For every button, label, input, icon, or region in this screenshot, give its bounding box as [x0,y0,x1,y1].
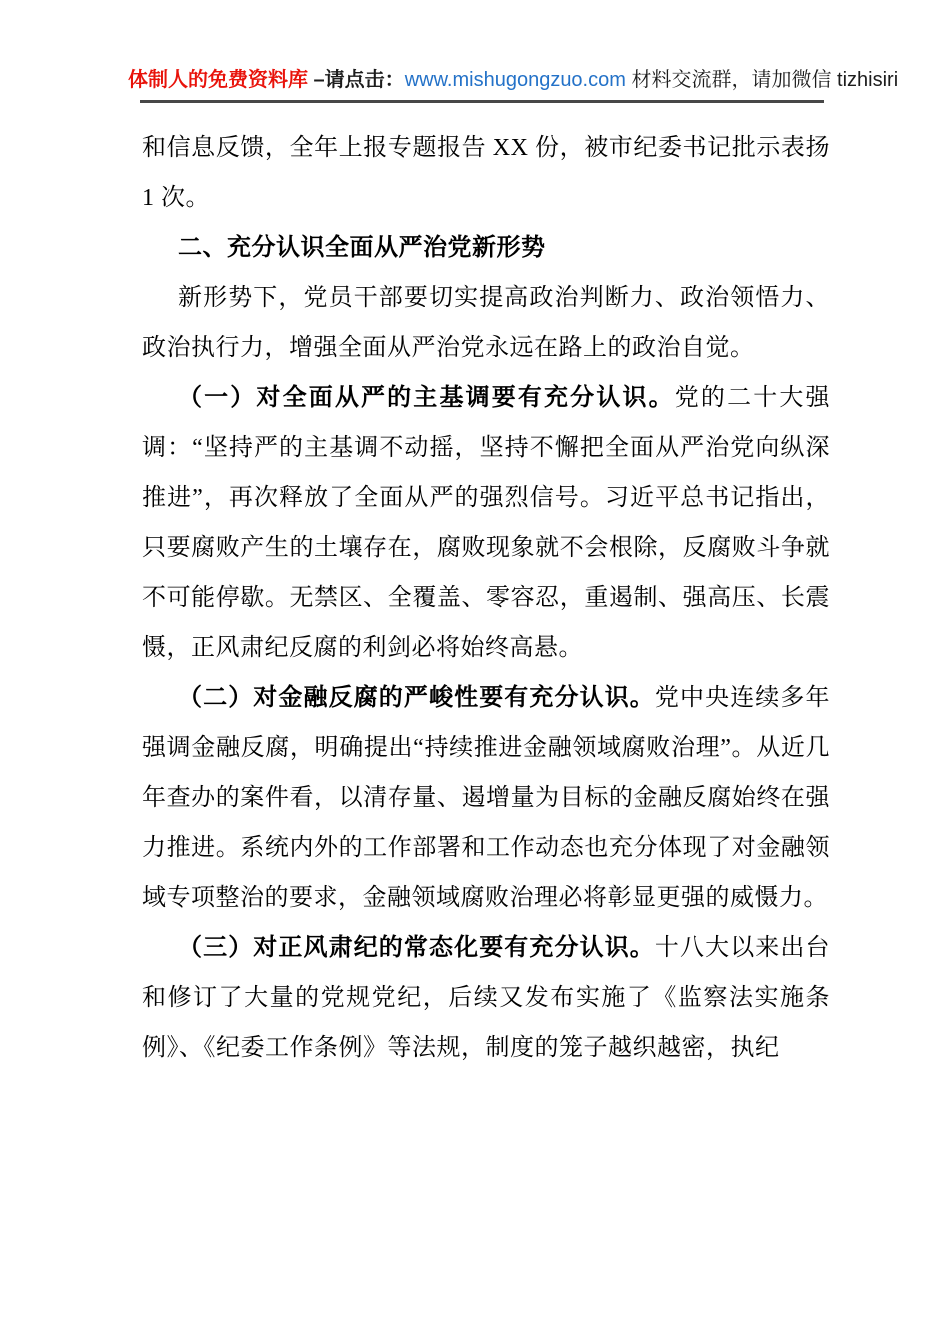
site-link[interactable]: www.mishugongzuo.com [404,69,626,91]
subheading-bold-text: （二）对金融反腐的严峻性要有充分认识。 [178,684,655,711]
paragraph [142,923,830,1073]
paragraph [142,673,830,923]
paragraph [142,373,830,673]
promo-header [128,68,899,92]
document-body [142,123,830,1073]
click-prompt-text: –请点击： [308,69,405,91]
paragraph-text: 党的二十大强调：“坚持严的主基调不动摇，坚持不懈把全面从严治党向纵深推进”，再次释放了全面从严的强烈信号。习近平总书记指出，只要腐败产生的土壤存在，腐败现象就不会根除，反腐败斗争就不可能停歇。无禁区、全覆盖、零容忍，重遏制、强高压、长震慑，正风肃纪反腐的利剑必将始终高悬。 [142,385,831,661]
paragraph-text: 新形势下，党员干部要切实提高政治判断力、政治领悟力、政治执行力，增强全面从严治党永远在路上的政治自觉。 [142,285,830,361]
paragraph-continuation [142,123,830,223]
section-heading-text: 二、充分认识全面从严治党新形势 [178,234,546,261]
paragraph-text: 党中央连续多年强调金融反腐，明确提出“持续推进金融领域腐败治理”。从近几年查办的案件看，以清存量、遏增量为目标的金融反腐始终在强力推进。系统内外的工作部署和工作动态也充分体现了对金融领域专项整治的要求，金融领域腐败治理必将彰显更强的威慑力。 [142,685,831,911]
header-rule [140,100,824,103]
contact-text: 材料交流群，请加微信 tizhisiri [625,69,899,91]
brand-text: 体制人的免费资料库 [128,69,308,91]
section-heading [142,223,830,273]
paragraph-text: 十八大以来出台和修订了大量的党规党纪，后续又发布实施了《监察法实施条例》、《纪委工作条例》等法规，制度的笼子越织越密，执纪 [142,935,831,1061]
paragraph-text: 和信息反馈，全年上报专题报告 XX 份，被市纪委书记批示表扬 1 次。 [142,135,830,211]
paragraph [142,273,830,373]
subheading-bold-text: （三）对正风肃纪的常态化要有充分认识。 [178,934,655,961]
subheading-bold-text: （一）对全面从严的主基调要有充分认识。 [178,384,675,411]
